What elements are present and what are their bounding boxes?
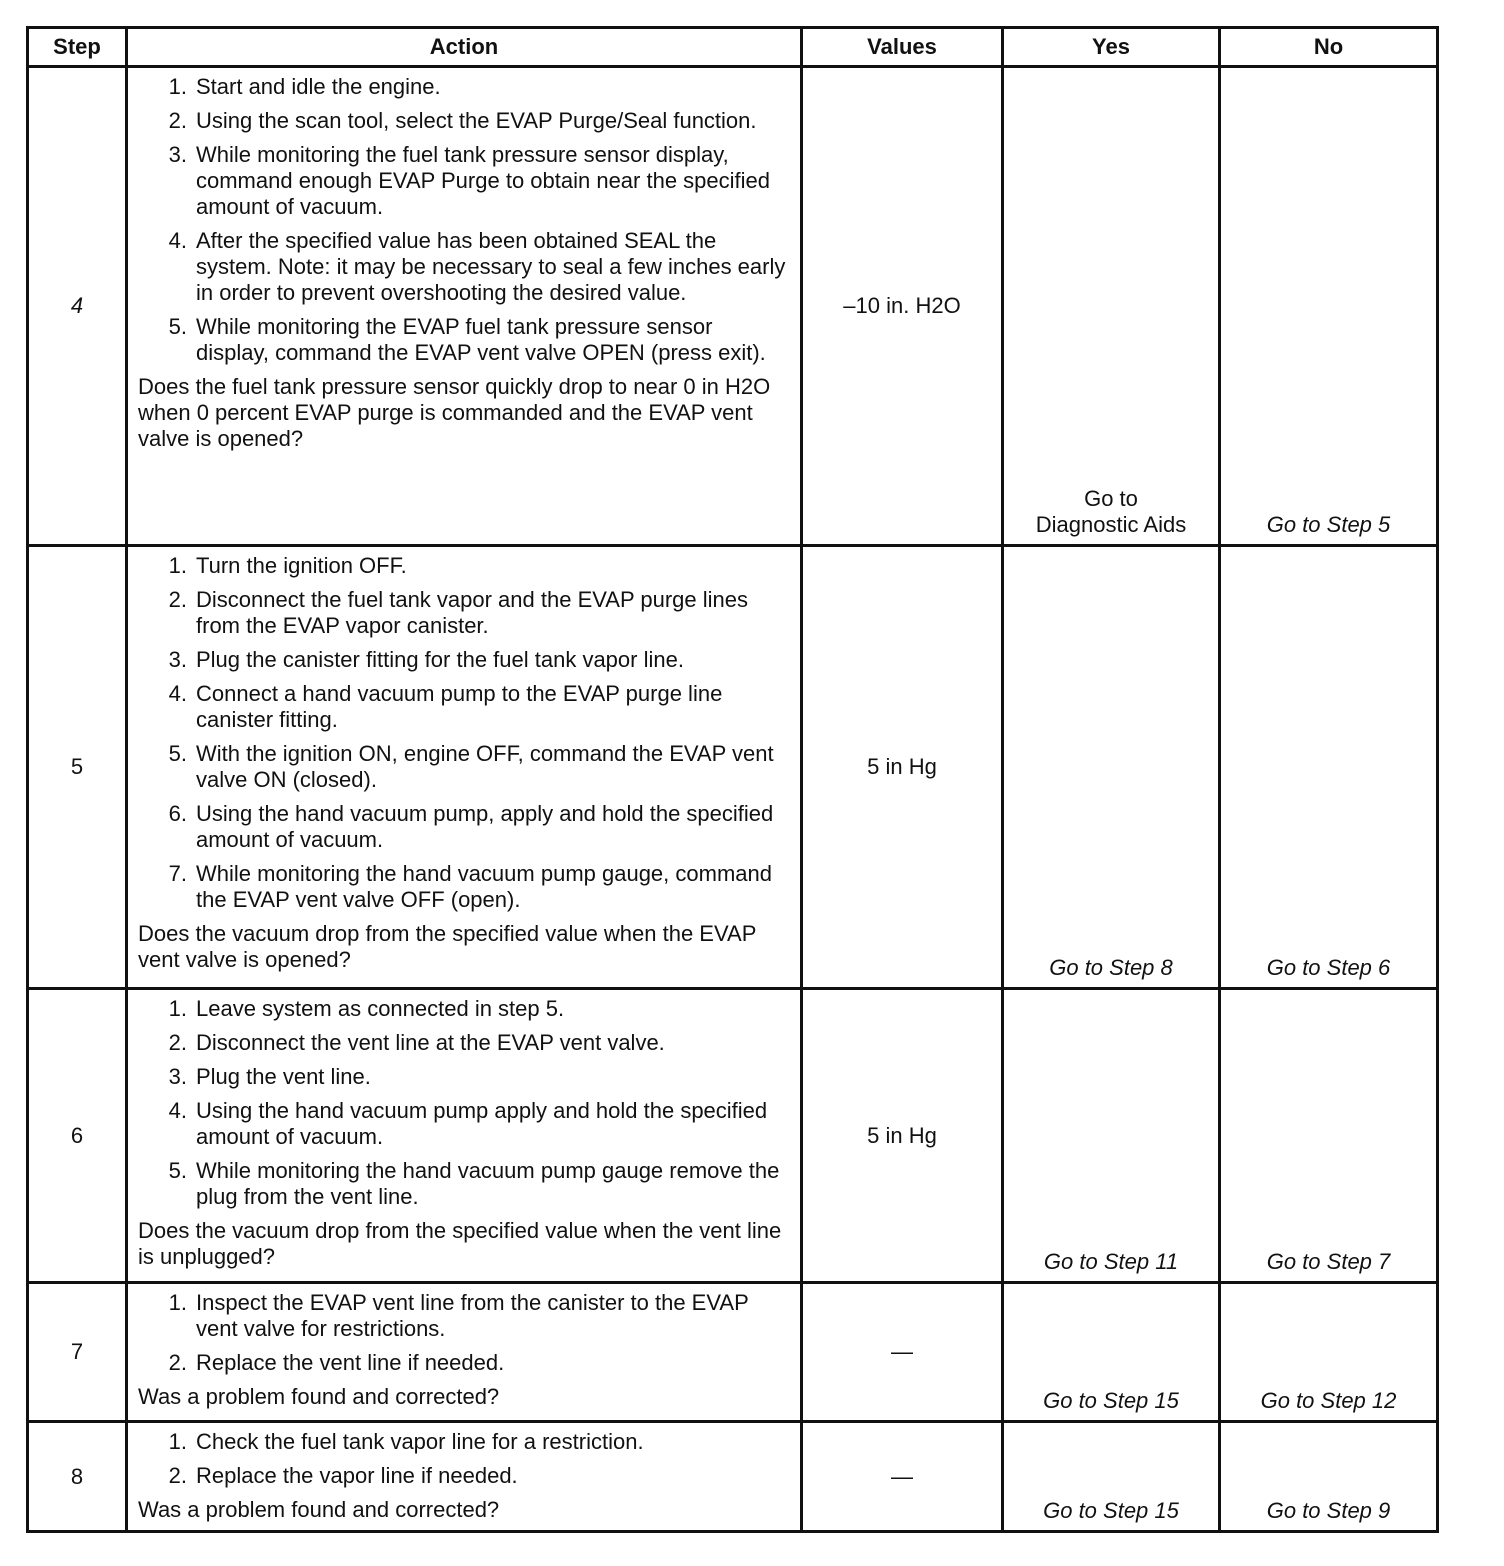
item-text: While monitoring the hand vacuum pump gauge, command the EVAP vent valve OFF (open).: [196, 861, 772, 912]
item-number: 1.: [168, 1429, 187, 1454]
table-row: [28, 1283, 1438, 1422]
item-number: 2.: [168, 108, 187, 133]
item-number: 3.: [168, 647, 187, 672]
question-text: Does the vacuum drop from the specified value when the vent line is unplugged?: [138, 1218, 782, 1269]
list-item: [138, 587, 788, 639]
question-text: Was a problem found and corrected?: [138, 1384, 500, 1409]
list-item: [138, 314, 788, 366]
item-number: 2.: [168, 1350, 187, 1375]
item-text: Check the fuel tank vapor line for a restriction.: [196, 1429, 644, 1454]
list-item: [138, 1429, 788, 1455]
step-number: 6: [28, 989, 127, 1283]
item-number: 1.: [168, 74, 187, 99]
list-item: [138, 553, 788, 579]
header-action: Action: [127, 28, 802, 67]
action-steps: [138, 74, 788, 366]
item-text: Connect a hand vacuum pump to the EVAP purge line canister fitting.: [196, 681, 723, 732]
item-text: Using the hand vacuum pump apply and hold the specified amount of vacuum.: [196, 1098, 768, 1149]
no-result: Go to Step 12: [1220, 1283, 1438, 1422]
list-item: [138, 1463, 788, 1489]
item-text: Replace the vent line if needed.: [196, 1350, 505, 1375]
no-result: Go to Step 7: [1220, 989, 1438, 1283]
item-text: Using the hand vacuum pump, apply and hold the specified amount of vacuum.: [196, 801, 774, 852]
no-result: Go to Step 9: [1220, 1422, 1438, 1532]
spec-value: –10 in. H2O: [802, 67, 1003, 546]
spec-value: —: [802, 1283, 1003, 1422]
yes-result: Go to Step 15: [1003, 1283, 1220, 1422]
table-row: [28, 546, 1438, 989]
yes-result: Go to Step 15: [1003, 1422, 1220, 1532]
item-number: 1.: [168, 553, 187, 578]
action-steps: [138, 1290, 788, 1376]
item-text: Turn the ignition OFF.: [196, 553, 407, 578]
question-text: Does the fuel tank pressure sensor quickly drop to near 0 in H2O when 0 percent EVAP purge is commanded and the EVAP vent valve is opened?: [138, 374, 771, 451]
item-text: Inspect the EVAP vent line from the canister to the EVAP vent valve for restrictions.: [196, 1290, 749, 1341]
item-number: 7.: [168, 861, 187, 886]
header-step: Step: [28, 28, 127, 67]
header-no: No: [1220, 28, 1438, 67]
header-values: Values: [802, 28, 1003, 67]
yes-result: Go to Step 11: [1003, 989, 1220, 1283]
no-result: Go to Step 5: [1220, 67, 1438, 546]
item-text: Replace the vapor line if needed.: [196, 1463, 518, 1488]
table-row: [28, 989, 1438, 1283]
item-text: After the specified value has been obtained SEAL the system. Note: it may be necessary to seal a few inches early in order to prevent overshooting the desired value.: [196, 228, 786, 305]
item-number: 3.: [168, 142, 187, 167]
question-text: Does the vacuum drop from the specified value when the EVAP vent valve is opened?: [138, 921, 756, 972]
item-text: Disconnect the vent line at the EVAP vent valve.: [196, 1030, 665, 1055]
header-yes: Yes: [1003, 28, 1220, 67]
no-result: Go to Step 6: [1220, 546, 1438, 989]
action-cell: [127, 1422, 802, 1532]
action-steps: [138, 553, 788, 913]
list-item: [138, 1064, 788, 1090]
item-number: 5.: [168, 1158, 187, 1183]
yes-result: Go to Step 8: [1003, 546, 1220, 989]
item-number: 5.: [168, 741, 187, 766]
list-item: [138, 1158, 788, 1210]
list-item: [138, 801, 788, 853]
question-text: Was a problem found and corrected?: [138, 1497, 500, 1522]
step-number: 5: [28, 546, 127, 989]
item-text: While monitoring the EVAP fuel tank pressure sensor display, command the EVAP vent valve OPEN (press exit).: [196, 314, 766, 365]
list-item: [138, 647, 788, 673]
list-item: [138, 1098, 788, 1150]
item-number: 2.: [168, 1030, 187, 1055]
header-row: [28, 28, 1438, 67]
action-cell: [127, 67, 802, 546]
action-cell: [127, 546, 802, 989]
spec-value: 5 in Hg: [802, 989, 1003, 1283]
item-text: Using the scan tool, select the EVAP Purge/Seal function.: [196, 108, 757, 133]
item-number: 5.: [168, 314, 187, 339]
item-text: Plug the canister fitting for the fuel tank vapor line.: [196, 647, 684, 672]
list-item: [138, 74, 788, 100]
item-text: Leave system as connected in step 5.: [196, 996, 565, 1021]
step-number: 7: [28, 1283, 127, 1422]
item-number: 4.: [168, 1098, 187, 1123]
spec-value: —: [802, 1422, 1003, 1532]
action-steps: [138, 1429, 788, 1489]
item-text: Start and idle the engine.: [196, 74, 441, 99]
action-steps: [138, 996, 788, 1210]
list-item: [138, 142, 788, 220]
list-item: [138, 741, 788, 793]
list-item: [138, 1030, 788, 1056]
item-number: 2.: [168, 1463, 187, 1488]
table-row: [28, 67, 1438, 546]
list-item: [138, 861, 788, 913]
table-row: [28, 1422, 1438, 1532]
item-number: 2.: [168, 587, 187, 612]
item-number: 1.: [168, 996, 187, 1021]
item-number: 1.: [168, 1290, 187, 1315]
item-text: While monitoring the fuel tank pressure sensor display, command enough EVAP Purge to obtain near the specified amount of vacuum.: [196, 142, 771, 219]
item-number: 6.: [168, 801, 187, 826]
action-cell: [127, 989, 802, 1283]
list-item: [138, 1290, 788, 1342]
yes-result: Go to Diagnostic Aids: [1003, 67, 1220, 546]
item-text: Disconnect the fuel tank vapor and the EVAP purge lines from the EVAP vapor canister.: [196, 587, 748, 638]
item-text: With the ignition ON, engine OFF, command the EVAP vent valve ON (closed).: [196, 741, 774, 792]
step-number: 4: [28, 67, 127, 546]
list-item: [138, 1350, 788, 1376]
list-item: [138, 681, 788, 733]
action-cell: [127, 1283, 802, 1422]
list-item: [138, 228, 788, 306]
step-number: 8: [28, 1422, 127, 1532]
list-item: [138, 996, 788, 1022]
item-text: Plug the vent line.: [196, 1064, 371, 1089]
item-number: 4.: [168, 681, 187, 706]
item-number: 3.: [168, 1064, 187, 1089]
diagnostic-table: [26, 26, 1439, 1533]
list-item: [138, 108, 788, 134]
item-text: While monitoring the hand vacuum pump gauge remove the plug from the vent line.: [196, 1158, 780, 1209]
spec-value: 5 in Hg: [802, 546, 1003, 989]
item-number: 4.: [168, 228, 187, 253]
